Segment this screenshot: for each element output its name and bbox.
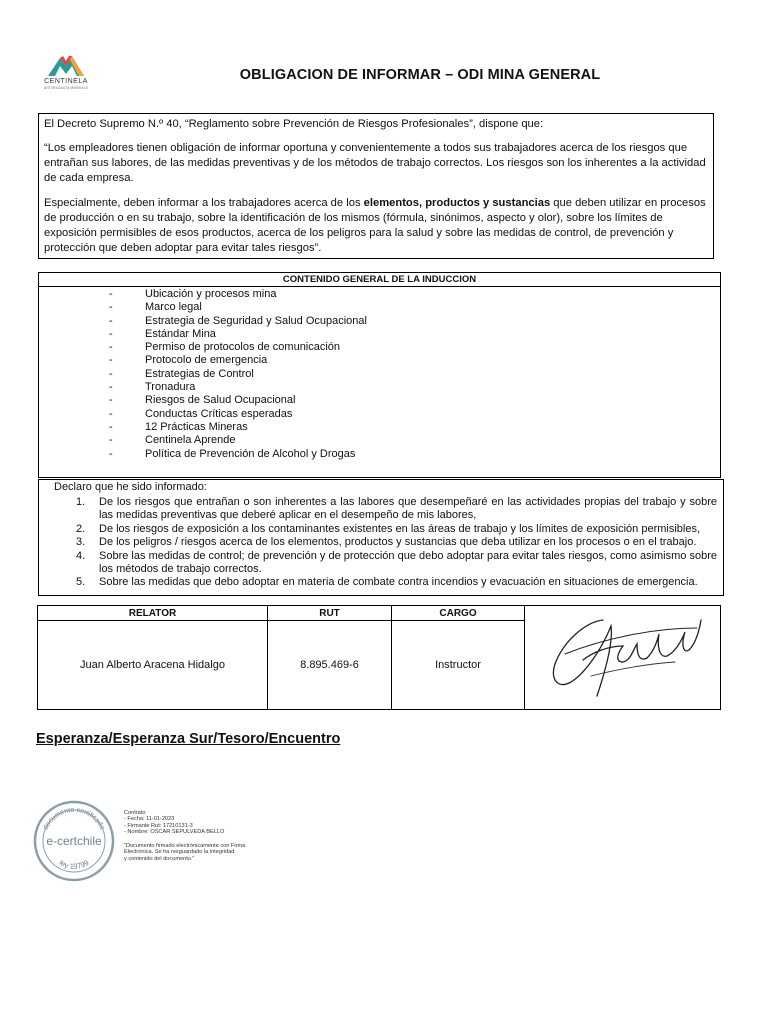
list-dash: - bbox=[109, 314, 113, 327]
declaration-item bbox=[39, 523, 723, 536]
induction-item-label: Estrategias de Control bbox=[145, 367, 254, 380]
certificate-note-line: y contenido del documento.” bbox=[124, 855, 195, 862]
induction-item bbox=[39, 448, 720, 461]
declaration-item-number: 1. bbox=[76, 496, 86, 508]
list-dash: - bbox=[109, 301, 113, 314]
seal-top-text: documento certificado bbox=[42, 806, 106, 831]
induction-item bbox=[39, 288, 720, 301]
induction-item bbox=[39, 341, 720, 354]
declaration-item bbox=[39, 576, 723, 589]
certificate-line: - Fecha: 11-01-2023 bbox=[124, 816, 175, 823]
site-names: Esperanza/Esperanza Sur/Tesoro/Encuentro bbox=[36, 731, 341, 747]
declaration-item bbox=[39, 496, 723, 523]
certificate-note bbox=[124, 843, 245, 862]
induction-item bbox=[39, 421, 720, 434]
signature-cell bbox=[525, 606, 721, 710]
induction-item-label: Protocolo de emergencia bbox=[145, 354, 268, 367]
list-dash: - bbox=[109, 434, 113, 447]
seal-bottom-text: ley 19799 bbox=[57, 857, 91, 871]
declaration-item bbox=[39, 536, 723, 549]
certificate-line: - Firmante Rut: 17210131-3 bbox=[124, 822, 193, 829]
induction-item bbox=[39, 408, 720, 421]
declaration-list bbox=[39, 496, 723, 590]
induction-list bbox=[39, 287, 720, 461]
list-dash: - bbox=[109, 341, 113, 354]
induction-item bbox=[39, 301, 720, 314]
company-logo bbox=[40, 52, 92, 90]
induction-item bbox=[39, 434, 720, 447]
declaration-box bbox=[38, 479, 724, 596]
list-dash: - bbox=[109, 420, 113, 433]
induction-item bbox=[39, 315, 720, 328]
intro-box bbox=[38, 113, 714, 259]
certificate-note-line: Electrónica. Se ha resguardado la integridad bbox=[124, 849, 235, 856]
declaration-item-number: 5. bbox=[76, 576, 86, 589]
induction-item bbox=[39, 394, 720, 407]
list-dash: - bbox=[109, 447, 113, 460]
list-dash: - bbox=[109, 354, 113, 367]
certificate-info bbox=[124, 810, 245, 862]
decree-reference: El Decreto Supremo N.º 40, “Reglamento sobre Prevención de Riesgos Profesionales”, dispone que: bbox=[44, 118, 544, 130]
induction-item-label: Riesgos de Salud Ocupacional bbox=[145, 394, 296, 407]
declaration-item-text: Sobre las medidas de control; de prevención y de protección que debo adoptar para evitar tales riesgos, como asimismo sobre los métodos de trabajo correctos. bbox=[99, 549, 717, 576]
certificate-line: - Nombre: OSCAR SEPULVEDA BELLO bbox=[124, 828, 225, 835]
induction-content-box bbox=[38, 272, 721, 478]
e-certchile-seal-icon bbox=[33, 800, 115, 882]
list-dash: - bbox=[109, 288, 113, 300]
certification-seal bbox=[33, 800, 115, 887]
svg-text:documento certificado bbox=[43, 807, 106, 831]
list-dash: - bbox=[109, 394, 113, 407]
svg-text:ley 19799 bbox=[58, 858, 91, 871]
relator-name: Juan Alberto Aracena Hidalgo bbox=[38, 621, 268, 710]
seal-brand: e-certchile bbox=[46, 834, 102, 848]
certificate-lines bbox=[124, 810, 245, 835]
certificate-line: Contrato bbox=[124, 810, 146, 816]
intro-paragraph-1: “Los empleadores tienen obligación de informar oportuna y convenientemente a todos sus trabajadores acerca de los riesgos que entrañan sus labores, de las medidas preventivas y de los métodos de trabajo correctos. Los riesgos son los inherentes a la actividad de cada empresa. bbox=[44, 142, 706, 184]
mountain-logo-icon bbox=[46, 52, 86, 78]
induction-item bbox=[39, 328, 720, 341]
declaration-item-text: Sobre las medidas que debo adoptar en materia de combate contra incendios y evacuación en situaciones de emergencia. bbox=[99, 576, 698, 589]
logo-subtitle: ANTOFAGASTA MINERALS bbox=[43, 86, 89, 90]
induction-item-label: Tronadura bbox=[145, 381, 196, 394]
declaration-item-number: 2. bbox=[76, 522, 86, 535]
list-dash: - bbox=[109, 407, 113, 420]
logo-name: CENTINELA bbox=[44, 78, 88, 85]
declaration-item-text: De los peligros / riesgos acerca de los elementos, productos y sustancias que deba utilizar en los procesos o en el trabajo. bbox=[99, 536, 697, 549]
induction-item bbox=[39, 381, 720, 394]
relator-rut: 8.895.469-6 bbox=[268, 621, 392, 710]
highlighted-phrase: elementos, productos y sustancias bbox=[363, 197, 551, 209]
induction-item-label: Ubicación y procesos mina bbox=[145, 288, 277, 300]
certificate-note-line: “Documento firmado electrónicamente con Firma bbox=[124, 843, 246, 850]
declaration-item-text: De los riesgos de exposición a los contaminantes existentes en las áreas de trabajo y los límites de exposición permisibles, bbox=[99, 522, 701, 535]
handwritten-signature-icon bbox=[525, 606, 720, 706]
induction-header: CONTENIDO GENERAL DE LA INDUCCION bbox=[39, 273, 720, 287]
relator-cargo: Instructor bbox=[392, 621, 525, 710]
induction-item-label: Política de Prevención de Alcohol y Drogas bbox=[145, 447, 356, 460]
intro-paragraph-2: Especialmente, deben informar a los trabajadores acerca de los elementos, productos y sustancias que deben utilizar en procesos de producción o en su trabajo, sobre la identificación de los mismos (fórmula, sinónimos, aspecto y olor), sobre los límites de exposición permisibles de esos productos, acerca de los peligros para la salud y sobre las medidas de control, de prevención y protección que deben adoptar para evitar tales riesgos”. bbox=[44, 197, 706, 254]
relator-header: RELATOR bbox=[38, 606, 268, 621]
induction-item-label: Centinela Aprende bbox=[145, 434, 236, 447]
induction-item-label: Permiso de protocolos de comunicación bbox=[145, 341, 341, 354]
induction-item-label: Conductas Críticas esperadas bbox=[145, 407, 293, 420]
induction-item-label: Estándar Mina bbox=[145, 327, 216, 340]
induction-item bbox=[39, 354, 720, 367]
induction-item-label: Marco legal bbox=[145, 301, 202, 314]
document-title: OBLIGACION DE INFORMAR – ODI MINA GENERAL bbox=[239, 67, 601, 83]
signature-table bbox=[37, 605, 721, 710]
rut-header: RUT bbox=[268, 606, 392, 621]
declaration-item-text: De los riesgos que entrañan o son inherentes a las labores que desempeñaré en las actividades propias del trabajo y sobre las medidas preventivas que deberé aplicar en el desempeño de mis labores, bbox=[99, 496, 717, 522]
induction-item-label: 12 Prácticas Mineras bbox=[145, 420, 248, 433]
declaration-item-number: 4. bbox=[76, 549, 86, 562]
list-dash: - bbox=[109, 327, 113, 340]
induction-item-label: Estrategia de Seguridad y Salud Ocupacional bbox=[145, 314, 367, 327]
cargo-header: CARGO bbox=[392, 606, 525, 621]
declaration-intro: Declaro que he sido informado: bbox=[54, 481, 207, 493]
declaration-item-number: 3. bbox=[76, 536, 86, 549]
induction-item bbox=[39, 368, 720, 381]
list-dash: - bbox=[109, 367, 113, 380]
declaration-item bbox=[39, 550, 723, 577]
list-dash: - bbox=[109, 381, 113, 394]
